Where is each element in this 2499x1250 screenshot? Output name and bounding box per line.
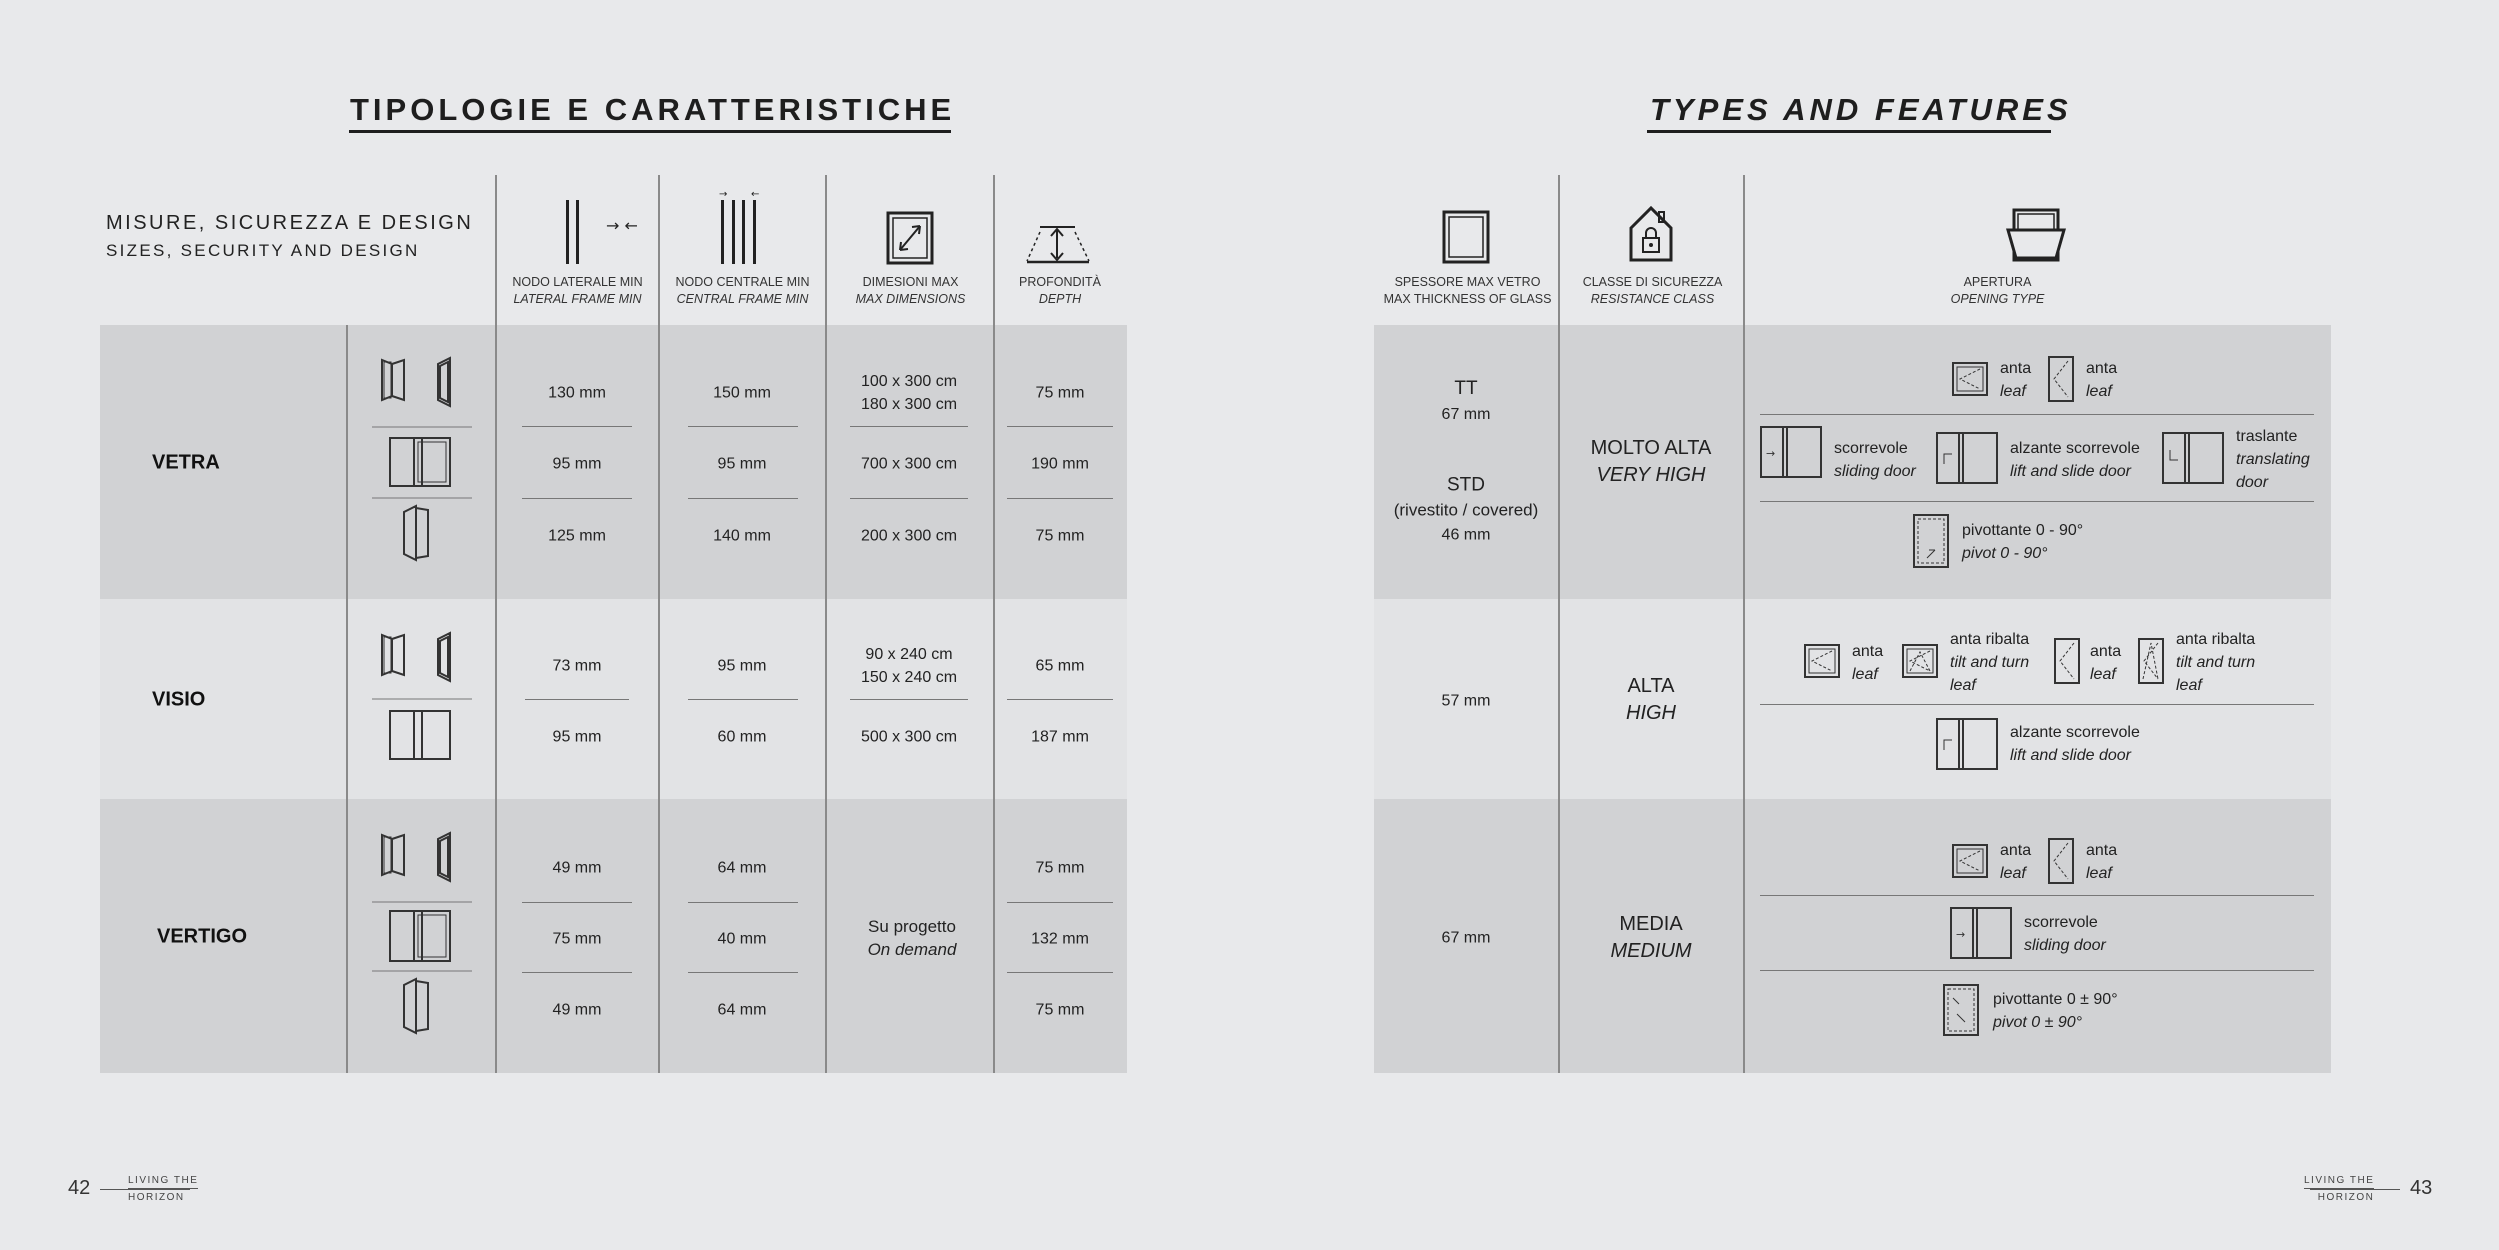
left-page-title: TIPOLOGIE E CARATTERISTICHE xyxy=(350,92,956,127)
glass-value: 67 mm xyxy=(1441,929,1491,947)
row-name-visio: VISIO xyxy=(152,688,206,711)
max-dimensions-icon xyxy=(886,211,934,265)
opening-sliding: scorrevole sliding door xyxy=(2024,914,2106,954)
glass-value: 57 mm xyxy=(1441,692,1491,710)
cell-value: 49 mm xyxy=(552,859,602,877)
section-title-en: SIZES, SECURITY AND DESIGN xyxy=(106,241,420,260)
opening-lift-slide: alzante scorrevole lift and slide door xyxy=(2010,440,2140,480)
opening-leaf: anta leaf xyxy=(2000,842,2032,882)
row-separator xyxy=(1007,426,1113,427)
cell-value: 150 mm xyxy=(713,384,771,402)
row-name-vertigo: VERTIGO xyxy=(157,925,248,948)
divider xyxy=(1558,175,1560,1073)
cell-value: 75 mm xyxy=(1035,527,1085,545)
footer-logo-left: LIVING THE HORIZON xyxy=(128,1175,199,1203)
cell-value: 64 mm xyxy=(717,1001,767,1019)
leaf-icon xyxy=(1952,362,1988,396)
cell-value: 130 mm xyxy=(548,384,606,402)
row-separator xyxy=(850,699,968,700)
svg-text:→: → xyxy=(1956,928,1966,941)
window-icons-visio xyxy=(370,625,480,775)
footer-logo-right: LIVING THE HORIZON xyxy=(2304,1175,2375,1203)
cell-value: 187 mm xyxy=(1031,728,1089,746)
right-title-underline xyxy=(1647,130,2051,133)
row-band-vetra xyxy=(100,325,1127,599)
cell-value: 95 mm xyxy=(552,728,602,746)
svg-text:←: ← xyxy=(751,189,760,200)
opening-tilt-turn: anta ribalta tilt and turn leaf xyxy=(2176,631,2256,694)
cell-value: 75 mm xyxy=(1035,1001,1085,1019)
cell-value: 200 x 300 cm xyxy=(860,527,958,545)
row-separator xyxy=(850,426,968,427)
page-number-left: 42 xyxy=(68,1177,91,1199)
col-header-glass: SPESSORE MAX VETRO MAX THICKNESS OF GLASS xyxy=(1383,275,1552,306)
row-separator xyxy=(688,972,798,973)
cell-value: 75 mm xyxy=(1035,384,1085,402)
cell-value: 95 mm xyxy=(717,455,767,473)
sliding-door-icon xyxy=(1760,426,1824,478)
col-header-opening: APERTURA OPENING TYPE xyxy=(1950,275,2045,306)
col-header-lateral: NODO LATERALE MIN LATERAL FRAME MIN xyxy=(512,275,643,306)
leaf-icon xyxy=(2048,356,2074,402)
svg-text:→: → xyxy=(719,189,728,200)
opening-separator xyxy=(1760,704,2314,705)
cell-value: 40 mm xyxy=(717,930,767,948)
cell-value: 90 x 240 cm 150 x 240 cm xyxy=(860,646,958,686)
row-band-3 xyxy=(1374,799,2331,1073)
leaf-icon xyxy=(1804,644,1840,678)
svg-text:→ ←: → ← xyxy=(606,216,638,235)
opening-sliding: scorrevole sliding door xyxy=(1834,440,1916,480)
opening-separator xyxy=(1760,414,2314,415)
cell-value: 64 mm xyxy=(717,859,767,877)
opening-separator xyxy=(1760,501,2314,502)
leaf-icon xyxy=(2054,638,2080,684)
divider xyxy=(658,175,660,1073)
col-header-central: NODO CENTRALE MIN CENTRAL FRAME MIN xyxy=(675,275,810,306)
opening-pivot: pivottante 0 ± 90° pivot 0 ± 90° xyxy=(1993,991,2118,1031)
security-house-icon xyxy=(1627,204,1677,264)
divider xyxy=(495,175,497,1073)
pivot-icon xyxy=(1913,514,1949,568)
opening-tilt-turn: anta ribalta tilt and turn leaf xyxy=(1950,631,2030,694)
row-separator xyxy=(522,902,632,903)
opening-leaf: anta leaf xyxy=(1852,643,1884,683)
cell-value: 95 mm xyxy=(717,657,767,675)
divider xyxy=(1743,175,1745,1073)
opening-pivot: pivottante 0 - 90° pivot 0 - 90° xyxy=(1962,522,2084,562)
cell-value: 140 mm xyxy=(713,527,771,545)
leaf-icon xyxy=(2048,838,2074,884)
section-title-it: MISURE, SICUREZZA E DESIGN xyxy=(106,212,474,234)
row-separator xyxy=(688,699,798,700)
page-number-right: 43 xyxy=(2410,1177,2433,1199)
cell-value: 75 mm xyxy=(1035,859,1085,877)
cell-value: 95 mm xyxy=(552,455,602,473)
opening-type-icon xyxy=(2005,208,2069,264)
row-separator xyxy=(525,699,629,700)
tilt-turn-icon xyxy=(2138,638,2164,684)
row-separator xyxy=(1007,498,1113,499)
dims-on-demand: Su progetto On demand xyxy=(867,917,957,959)
row-separator xyxy=(522,426,632,427)
security-class: MOLTO ALTA VERY HIGH xyxy=(1590,437,1712,486)
row-separator xyxy=(1007,902,1113,903)
opening-translating: traslante translating door xyxy=(2236,428,2310,491)
row-separator xyxy=(1007,972,1113,973)
row-separator xyxy=(688,498,798,499)
cell-value: 73 mm xyxy=(552,657,602,675)
row-separator xyxy=(1007,699,1113,700)
cell-value: 65 mm xyxy=(1035,657,1085,675)
cell-value: 125 mm xyxy=(548,527,606,545)
security-class: ALTA HIGH xyxy=(1626,675,1676,724)
window-icons-vertigo xyxy=(370,825,480,1045)
central-frame-icon xyxy=(715,188,775,268)
opening-lift-slide: alzante scorrevole lift and slide door xyxy=(2010,724,2140,764)
cell-value: 75 mm xyxy=(552,930,602,948)
security-class: MEDIA MEDIUM xyxy=(1610,913,1692,962)
cell-value: 132 mm xyxy=(1031,930,1089,948)
opening-leaf: anta leaf xyxy=(2090,643,2122,683)
glass-thickness-icon xyxy=(1442,210,1492,266)
svg-text:→: → xyxy=(1766,447,1776,460)
lift-slide-icon xyxy=(1936,432,2000,484)
row-separator xyxy=(522,972,632,973)
cell-value: 100 x 300 cm 180 x 300 cm xyxy=(860,373,958,413)
col-header-depth: PROFONDITÀ DEPTH xyxy=(1019,275,1101,306)
opening-leaf: anta leaf xyxy=(2000,360,2032,400)
row-separator xyxy=(688,426,798,427)
glass-tt: TT 67 mm xyxy=(1441,378,1491,423)
row-name-vetra: VETRA xyxy=(152,451,220,474)
row-separator xyxy=(688,902,798,903)
sliding-door-icon xyxy=(1950,907,2014,959)
cell-value: 60 mm xyxy=(717,728,767,746)
cell-value: 700 x 300 cm xyxy=(860,455,958,473)
pivot-icon xyxy=(1943,984,1979,1036)
col-header-dimensions: DIMESIONI MAX MAX DIMENSIONS xyxy=(855,275,966,306)
translating-door-icon xyxy=(2162,432,2226,484)
divider xyxy=(346,325,348,1073)
row-separator xyxy=(850,498,968,499)
opening-separator xyxy=(1760,895,2314,896)
tilt-turn-icon xyxy=(1902,644,1938,678)
cell-value: 500 x 300 cm xyxy=(860,728,958,746)
lift-slide-icon xyxy=(1936,718,2000,770)
footer-rule xyxy=(2310,1189,2400,1190)
lateral-frame-icon xyxy=(560,198,650,268)
glass-std: STD (rivestito / covered) 46 mm xyxy=(1393,474,1539,544)
cell-value: 190 mm xyxy=(1031,455,1089,473)
row-separator xyxy=(522,498,632,499)
depth-icon xyxy=(1025,224,1095,266)
right-page-title: TYPES AND FEATURES xyxy=(1650,92,2072,127)
opening-leaf: anta leaf xyxy=(2086,360,2118,400)
row-band-vertigo xyxy=(100,799,1127,1073)
cell-value: 49 mm xyxy=(552,1001,602,1019)
leaf-icon xyxy=(1952,844,1988,878)
divider xyxy=(993,175,995,1073)
divider xyxy=(825,175,827,1073)
opening-separator xyxy=(1760,970,2314,971)
left-title-underline xyxy=(349,130,951,133)
window-icons-vetra xyxy=(370,350,480,570)
opening-leaf: anta leaf xyxy=(2086,842,2118,882)
col-header-security: CLASSE DI SICUREZZA RESISTANCE CLASS xyxy=(1582,275,1723,306)
